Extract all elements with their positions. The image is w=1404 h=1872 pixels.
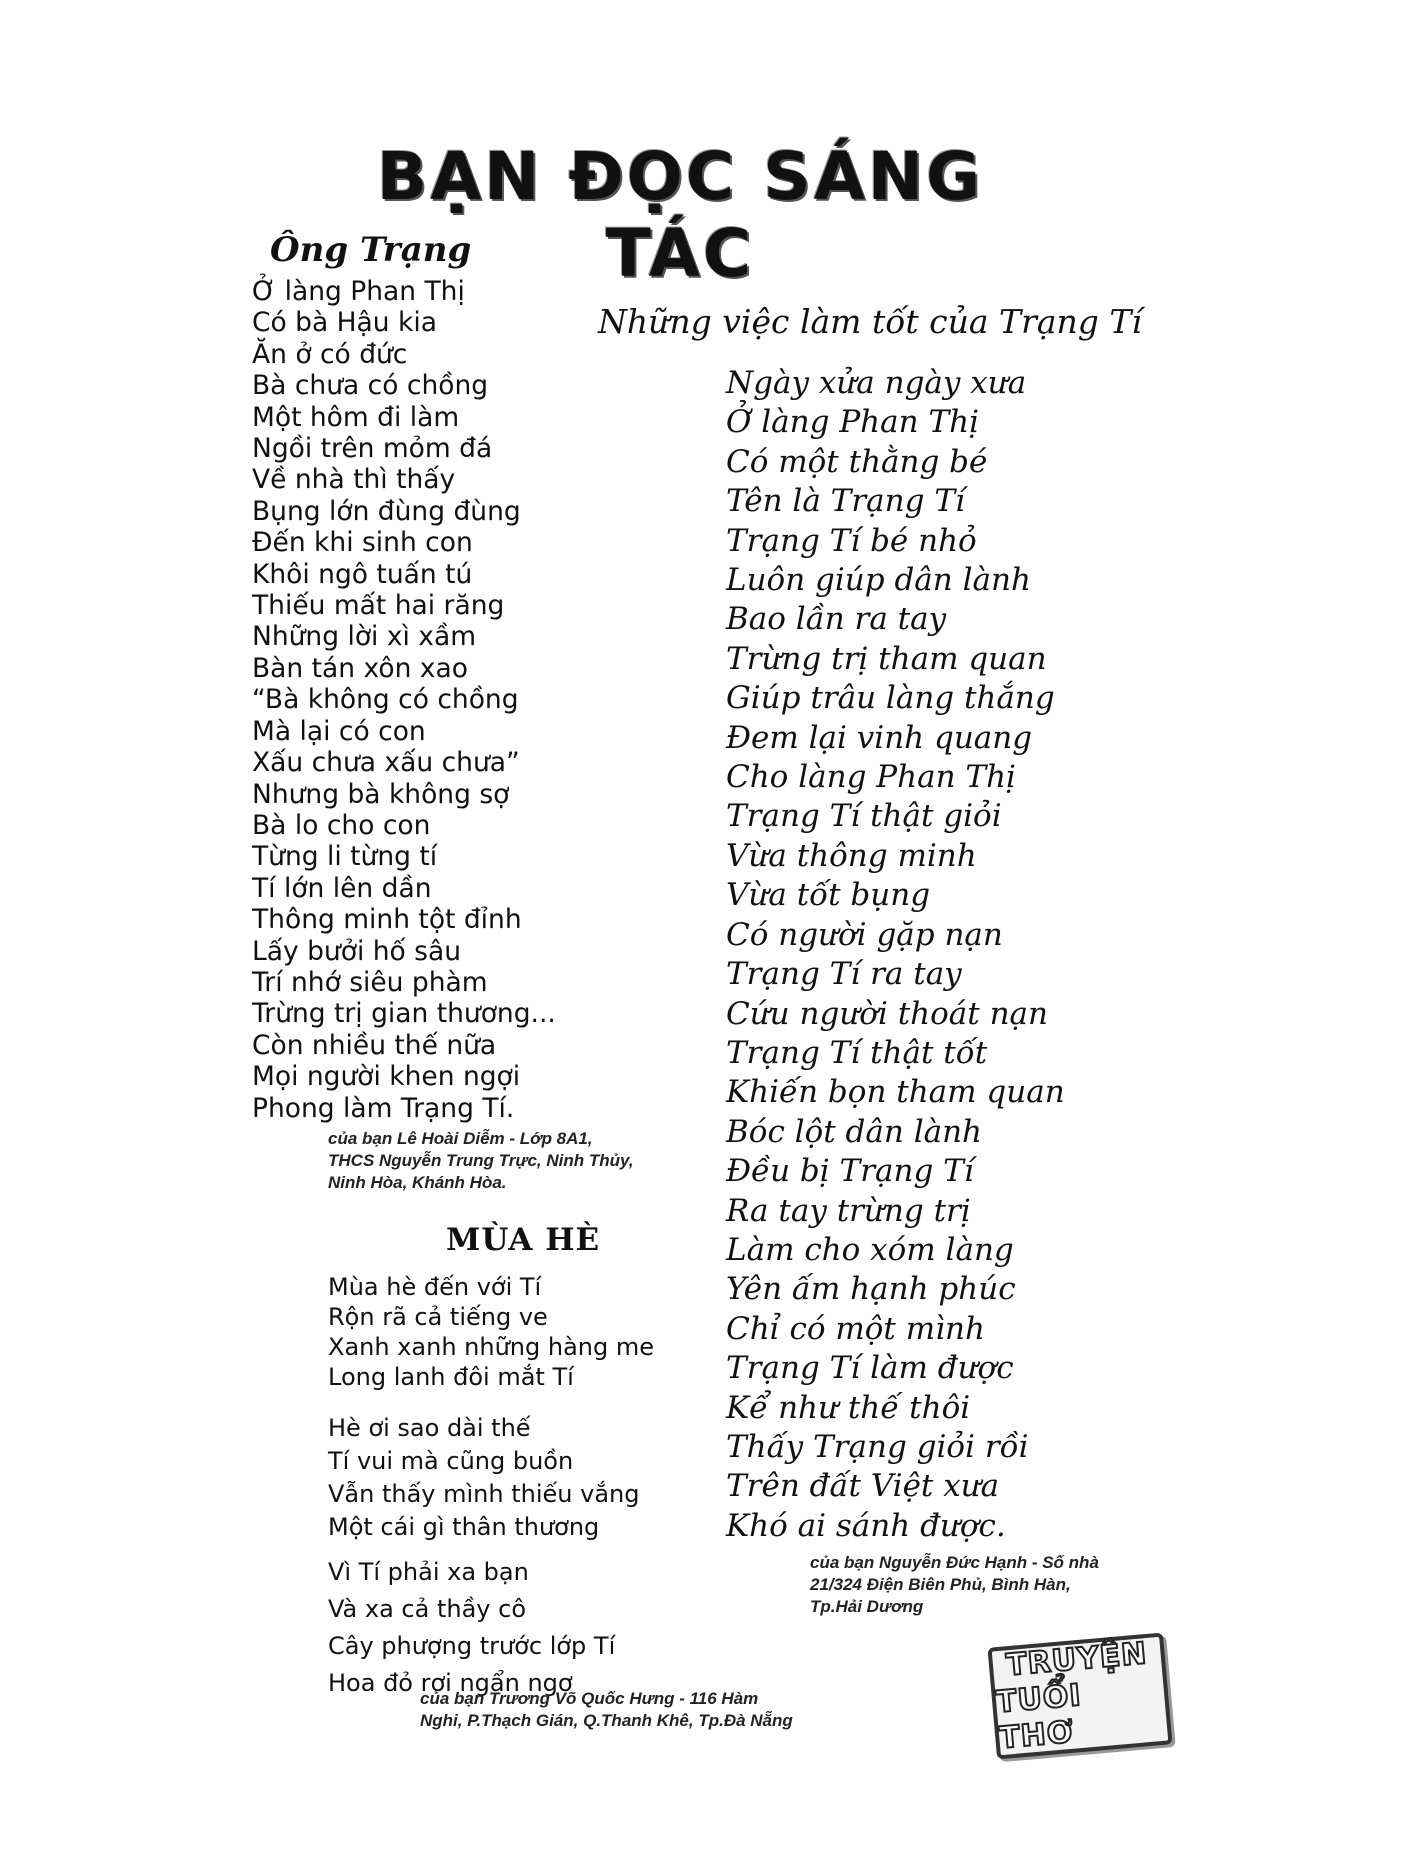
poem-line: Thấy Trạng giỏi rồi (726, 1428, 1029, 1465)
poem-line: Khó ai sánh được. (726, 1507, 1006, 1544)
poem-line: Tí vui mà cũng buồn (328, 1447, 574, 1475)
poem-line: Ăn ở có đức (252, 338, 408, 370)
poem-line: Một cái gì thân thương (328, 1513, 600, 1541)
truyen-tuoi-tho-logo (987, 1633, 1172, 1760)
credit-line: THCS Nguyễn Trung Trực, Ninh Thủy, (328, 1151, 634, 1170)
poem-line: Mà lại có con (252, 715, 426, 747)
poem-line: Lấy bưởi hố sâu (252, 935, 461, 967)
poem-line: Thông minh tột đỉnh (252, 904, 522, 936)
poem-line: Chỉ có một mình (726, 1310, 985, 1347)
poem-line: Trạng Tí làm được (726, 1350, 1014, 1387)
poem-line: Phong làm Trạng Tí. (252, 1092, 515, 1124)
poem-line: Bàn tán xôn xao (252, 652, 468, 684)
poem-line: Bóc lột dân lành (726, 1113, 983, 1150)
poem-line: Ở làng Phan Thị (726, 404, 980, 441)
poem-line: Có người gặp nạn (726, 916, 1003, 953)
poem-line: Hoa đỏ rơi ngẩn ngơ (328, 1669, 573, 1697)
poem-line: Trạng Tí thật giỏi (726, 798, 1002, 835)
poem-line: Trạng Tí ra tay (726, 956, 962, 993)
poem-line: Cây phượng trước lớp Tí (328, 1632, 616, 1660)
author-credit-ong-trang (328, 1128, 698, 1194)
poem-line: “Bà không có chồng (252, 684, 519, 716)
poem-line: Một hôm đi làm (252, 401, 460, 433)
poem-line: Bao lần ra tay (726, 601, 947, 638)
poem-line: Hè ơi sao dài thế (328, 1414, 531, 1442)
author-credit-nhung-viec (810, 1552, 1170, 1618)
credit-line: Ninh Hòa, Khánh Hòa. (328, 1173, 507, 1192)
poem-line: Có một thằng bé (726, 443, 988, 480)
poem-line: Vừa tốt bụng (726, 877, 931, 914)
poem-line: Khiến bọn tham quan (726, 1074, 1065, 1111)
poem-line: Ngồi trên mỏm đá (252, 433, 493, 465)
poem-line: Vừa thông minh (726, 837, 977, 874)
credit-line: của bạn Lê Hoài Diễm - Lớp 8A1, (328, 1129, 593, 1148)
poem-line: Cứu người thoát nạn (726, 995, 1049, 1032)
stanza (328, 1412, 728, 1544)
logo-line: TRUYỆN (1004, 1636, 1149, 1684)
credit-line: Nghi, P.Thạch Gián, Q.Thanh Khê, Tp.Đà Nẵng (420, 1711, 793, 1730)
poem-line: Trên đất Việt xưa (726, 1468, 1000, 1505)
poem-line: Có bà Hậu kia (252, 307, 437, 339)
poem-line: Tí lớn lên dần (252, 872, 432, 904)
poem-line: Giúp trâu làng thắng (726, 680, 1055, 717)
poem-line: Long lanh đôi mắt Tí (328, 1363, 574, 1391)
poem-line: Cho làng Phan Thị (726, 759, 1016, 796)
credit-line: Tp.Hải Dương (810, 1597, 924, 1616)
poem-line: Vì Tí phải xa bạn (328, 1558, 529, 1586)
poem-line: Làm cho xóm làng (726, 1231, 1014, 1268)
logo-line: TUỔI THƠ (994, 1677, 1083, 1757)
poem-line: Những lời xì xầm (252, 621, 477, 653)
poem-title-ong-trang: Ông Trạng (270, 230, 472, 270)
stanza (328, 1554, 728, 1702)
poem-title-nhung-viec: Những việc làm tốt của Trạng Tí (598, 302, 1142, 341)
poem-line: Thiếu mất hai răng (252, 590, 505, 622)
poem-line: Bụng lớn đùng đùng (252, 495, 521, 527)
poem-line: Ra tay trừng trị (726, 1192, 971, 1229)
poem-line: Xanh xanh những hàng me (328, 1333, 655, 1361)
poem-line: Đến khi sinh con (252, 527, 473, 559)
credit-line: của bạn Nguyễn Đức Hạnh - Số nhà (810, 1553, 1099, 1572)
poem-line: Vẫn thấy mình thiếu vắng (328, 1480, 640, 1508)
poem-line: Đều bị Trạng Tí (726, 1153, 974, 1190)
poem-body-nhung-viec (726, 364, 1086, 1546)
stanza (328, 1272, 728, 1392)
page-title: BẠN ĐỌC SÁNG TÁC (376, 138, 984, 292)
poem-body-ong-trang (252, 276, 712, 1124)
poem-line: Yên ấm hạnh phúc (726, 1271, 1016, 1308)
poem-line: Kể như thế thôi (726, 1389, 971, 1426)
poem-line: Mọi người khen ngợi (252, 1061, 521, 1093)
poem-title-mua-he: MÙA HÈ (446, 1222, 601, 1258)
poem-line: Khôi ngô tuấn tú (252, 558, 473, 590)
poem-line: Trừng trị gian thương... (252, 998, 556, 1030)
poem-line: Bà lo cho con (252, 809, 431, 841)
poem-line: Rộn rã cả tiếng ve (328, 1303, 548, 1331)
poem-line: Mùa hè đến với Tí (328, 1273, 542, 1301)
poem-line: Ngày xửa ngày xưa (726, 365, 1027, 401)
poem-line: Và xa cả thầy cô (328, 1595, 526, 1623)
poem-line: Trạng Tí thật tốt (726, 1034, 988, 1071)
poem-line: Về nhà thì thấy (252, 464, 456, 496)
poem-line: Ở làng Phan Thị (252, 276, 465, 307)
poem-line: Xấu chưa xấu chưa” (252, 747, 520, 779)
author-credit-mua-he (420, 1688, 860, 1732)
poem-line: Trí nhớ siêu phàm (252, 966, 488, 998)
poem-line: Còn nhiều thế nữa (252, 1029, 497, 1061)
poem-line: Trạng Tí bé nhỏ (726, 522, 977, 559)
poem-line: Nhưng bà không sợ (252, 778, 510, 810)
credit-line: 21/324 Điện Biên Phủ, Bình Hàn, (810, 1575, 1071, 1594)
poem-line: Từng li từng tí (252, 841, 438, 873)
poem-line: Luôn giúp dân lành (726, 562, 1031, 599)
poem-line: Trừng trị tham quan (726, 640, 1047, 677)
credit-line: của bạn Trương Võ Quốc Hưng - 116 Hàm (420, 1689, 759, 1708)
poem-line: Đem lại vinh quang (726, 719, 1033, 756)
poem-line: Tên là Trạng Tí (726, 483, 965, 520)
poem-line: Bà chưa có chồng (252, 370, 489, 402)
poem-body-mua-he (328, 1272, 728, 1702)
